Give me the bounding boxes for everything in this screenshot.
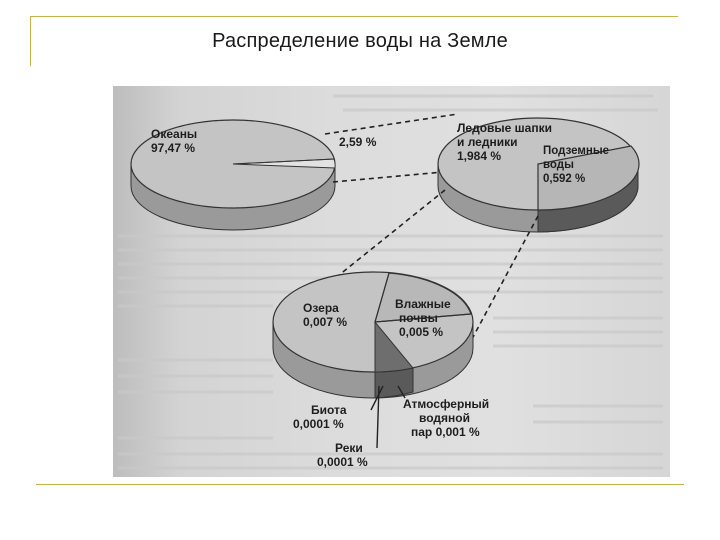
label-vapor-line2: водяной xyxy=(419,411,470,425)
label-rivers-value: 0,0001 % xyxy=(317,455,368,469)
pie-oceans xyxy=(131,120,377,230)
label-ice-line2: и ледники xyxy=(457,135,518,149)
label-oceans-value: 97,47 % xyxy=(151,141,196,155)
label-soil-line2: почвы xyxy=(399,311,438,325)
slide-frame-bottom xyxy=(36,484,684,485)
label-rivers-name: Реки xyxy=(335,441,363,455)
label-freshwater-share: 2,59 % xyxy=(339,135,377,149)
label-vapor-value: пар 0,001 % xyxy=(411,425,480,439)
label-soil-value: 0,005 % xyxy=(399,325,444,339)
label-lakes-name: Озера xyxy=(303,301,339,315)
label-groundwater-line1: Подземные xyxy=(543,145,610,157)
pie-surface-water xyxy=(273,272,473,398)
label-groundwater-value: 0,592 % xyxy=(543,173,586,185)
slide-title: Распределение воды на Земле xyxy=(212,30,508,52)
label-vapor-line1: Атмосферный xyxy=(403,397,490,411)
label-lakes-value: 0,007 % xyxy=(303,315,348,329)
label-biota-name: Биота xyxy=(311,403,347,417)
label-groundwater-line2: воды xyxy=(543,159,574,171)
label-soil-line1: Влажные xyxy=(395,297,451,311)
pie-freshwater xyxy=(438,118,639,232)
water-distribution-diagram xyxy=(113,86,670,477)
label-ice-line1: Ледовые шапки xyxy=(457,121,552,135)
label-biota-value: 0,0001 % xyxy=(293,417,344,431)
label-oceans-name: Океаны xyxy=(151,127,198,141)
label-ice-value: 1,984 % xyxy=(457,149,502,163)
slide-frame-top xyxy=(30,16,678,17)
scanned-figure xyxy=(113,86,670,477)
